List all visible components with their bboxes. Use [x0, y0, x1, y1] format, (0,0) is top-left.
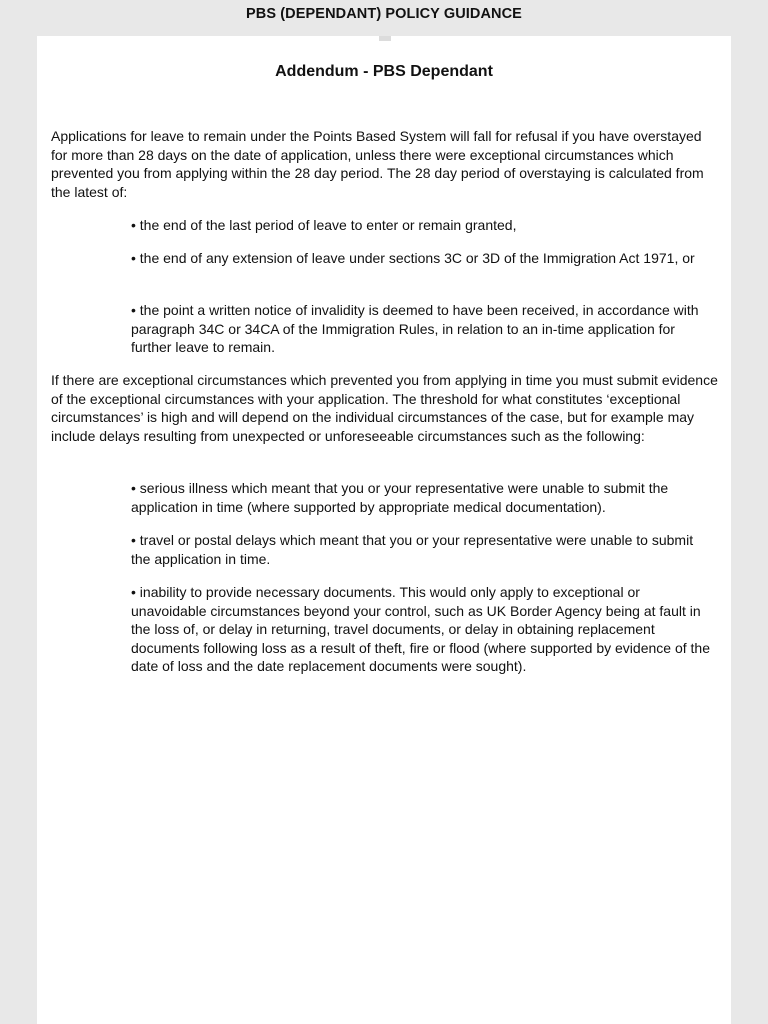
page-title: Addendum - PBS Dependant	[275, 63, 493, 80]
list-item: • inability to provide necessary documents. This would only apply to exceptional or unavoidable circumstances beyond your control, such as UK Border Agency being at fault in the loss of, or delay in returning, travel documents, or delay in obtaining replacement documents following loss as a result of theft, fire or flood (where supported by evidence of the date of loss and the date replacement documents were sought).	[131, 584, 710, 674]
document-header-title: PBS (DEPENDANT) POLICY GUIDANCE	[246, 6, 522, 22]
exceptional-circumstances-paragraph: If there are exceptional circumstances which prevented you from applying in time you must submit evidence of the exceptional circumstances with your application. The threshold for what constitutes ‘exceptional circumstances’ is high and will depend on the individual circumstances of the case, but for example may include delays resulting from unexpected or unforeseeable circumstances such as the following:	[51, 372, 718, 444]
list-item: • serious illness which meant that you or your representative were unable to submit the application in time (where supported by appropriate medical documentation).	[131, 480, 669, 515]
list-item: • the end of the last period of leave to enter or remain granted,	[131, 217, 517, 233]
list-item: • the point a written notice of invalidity is deemed to have been received, in accordance with paragraph 34C or 34CA of the Immigration Rules, in relation to an in-time application for further leave to remain.	[131, 302, 699, 355]
intro-paragraph: Applications for leave to remain under the Points Based System will fall for refusal if you have overstayed for more than 28 days on the date of application, unless there were exceptional circumstances which prevented you from applying within the 28 day period. The 28 day period of overstaying is calculated from the latest of:	[51, 128, 704, 200]
document-header-bar	[0, 0, 768, 36]
page-divider-marker	[379, 36, 391, 41]
list-item: • the end of any extension of leave under sections 3C or 3D of the Immigration Act 1971, or	[131, 250, 695, 266]
list-item: • travel or postal delays which meant that you or your representative were unable to submit the application in time.	[131, 532, 694, 567]
